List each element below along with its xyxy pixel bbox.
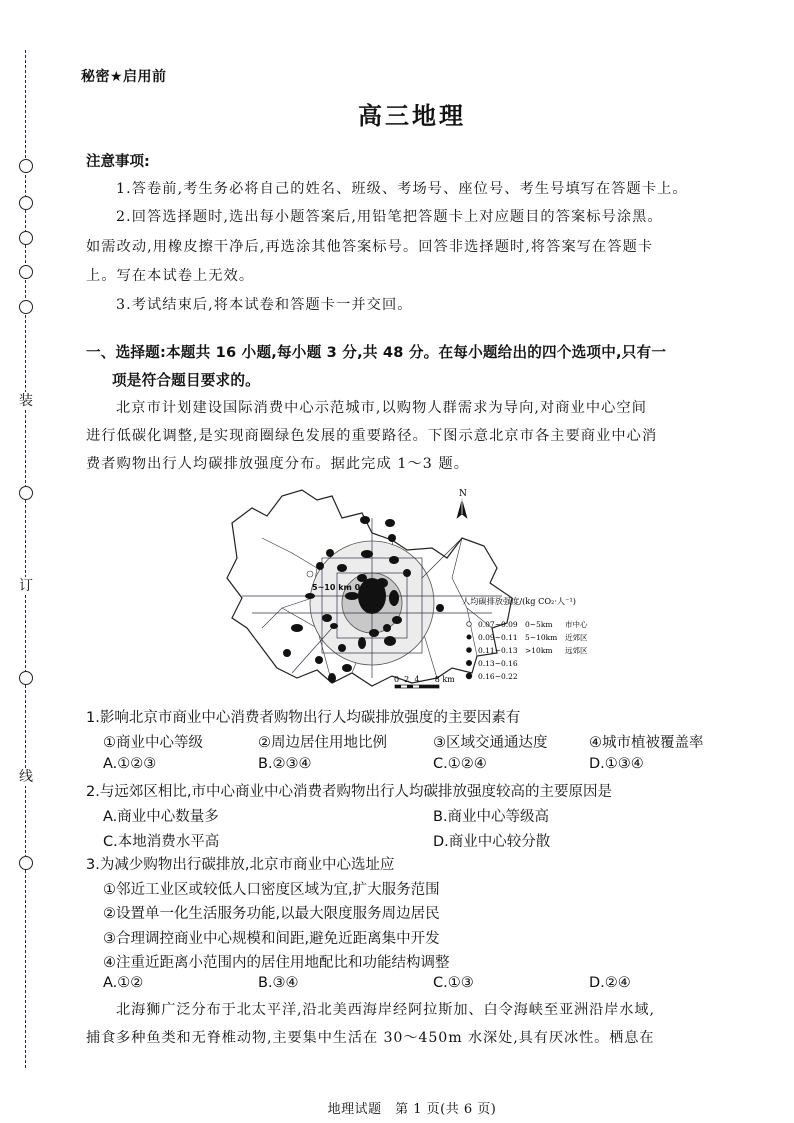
secret-mark: 秘密★启用前	[81, 69, 167, 85]
map-point-light	[307, 571, 313, 577]
map-point	[338, 644, 346, 652]
legend-class: 0.11~0.13	[478, 646, 518, 655]
page-footer: 地理试题 第 1 页(共 6 页)	[327, 1102, 497, 1117]
q1-option-c[interactable]: C.①②④	[433, 756, 487, 772]
legend-class: 0.16~0.22	[478, 672, 518, 681]
scale-bar	[394, 675, 455, 688]
passage2-line: 北海狮广泛分布于北太平洋,沿北美西海岸经阿拉斯加、白令海峡至亚洲沿岸水域,	[116, 1002, 655, 1018]
notice-item: 3.考试结束后,将本试卷和答题卡一并交回。	[116, 297, 413, 313]
map-point	[376, 578, 388, 588]
q3-statement: ②设置单一化生活服务功能,以最大限度服务周边居民	[103, 906, 440, 922]
q3-statement: ①邻近工业区或较低人口密度区域为宜,扩大服务范围	[103, 882, 440, 898]
page-title: 高三地理	[358, 102, 466, 130]
map-point	[328, 673, 336, 683]
legend-symbol	[466, 660, 472, 666]
passage2-line: 捕食多种鱼类和无脊椎动物,主要集中生活在 30～450m 水深处,具有厌冰性。栖息在	[86, 1030, 655, 1046]
legend-symbol	[467, 622, 472, 627]
map-point	[342, 664, 352, 672]
map-point	[330, 623, 338, 629]
q3-option-b[interactable]: B.③④	[258, 975, 299, 991]
map-point	[305, 593, 315, 599]
q3-option-c[interactable]: C.①③	[433, 975, 474, 991]
notice-item: 上。写在本试卷上无效。	[86, 268, 255, 284]
q3-statement: ③合理调控商业中心规模和间距,避免近距离集中开发	[103, 931, 440, 947]
map-point	[369, 629, 379, 637]
legend-title: 人均碳排放强度/(kg CO₂·人⁻¹)	[462, 596, 576, 606]
map-point	[384, 636, 396, 646]
legend-zone-name: 近郊区	[565, 633, 588, 642]
legend-zone-name: 远郊区	[565, 646, 588, 655]
question-2-stem: 2.与远郊区相比,市中心商业中心消费者购物出行人均碳排放强度较高的主要原因是	[86, 784, 612, 800]
legend-symbol	[466, 647, 472, 653]
map-point	[385, 519, 395, 527]
binding-hole-icon	[19, 856, 33, 870]
q1-statement: ③区域交通通达度	[433, 735, 548, 751]
carbon-emission-map	[222, 478, 612, 693]
map-point	[389, 590, 399, 606]
question-1-stem: 1.影响北京市商业中心消费者购物出行人均碳排放强度的主要因素有	[86, 710, 521, 726]
q1-option-a[interactable]: A.①②③	[103, 756, 157, 772]
legend-zone-name: 市中心	[565, 620, 588, 629]
notice-heading: 注意事项:	[86, 154, 150, 170]
question-3-stem: 3.为减少购物出行碳排放,北京市商业中心选址应	[86, 857, 395, 873]
map-point	[337, 564, 347, 572]
map-point	[361, 550, 373, 558]
map-point	[389, 556, 399, 564]
q1-option-d[interactable]: D.①③④	[589, 756, 644, 772]
map-point	[436, 604, 444, 612]
binding-hole-icon	[19, 265, 33, 279]
section-heading-cont: 项是符合题目要求的。	[112, 372, 260, 389]
svg-text:0 2 4 8 km: 0 2 4 8 km	[394, 675, 455, 684]
binding-hole-icon	[19, 196, 33, 210]
legend-zone-range: 0~5km	[525, 620, 553, 629]
map-point	[316, 562, 324, 570]
q1-option-b[interactable]: B.②③④	[258, 756, 312, 772]
map-point	[345, 592, 359, 600]
map-point	[358, 637, 366, 649]
map-point	[357, 574, 367, 582]
q3-option-a[interactable]: A.①②	[103, 975, 144, 991]
q1-statement: ②周边居住用地比例	[258, 735, 387, 751]
binding-label-ding: 订	[19, 578, 33, 594]
legend-symbol	[466, 673, 472, 679]
q2-option-a[interactable]: A.商业中心数量多	[103, 809, 219, 825]
binding-hole-icon	[19, 300, 33, 314]
legend-symbol	[467, 635, 472, 640]
map-point	[315, 656, 323, 664]
binding-hole-icon	[19, 671, 33, 685]
binding-hole-icon	[19, 486, 33, 500]
q3-statement: ④注重近距离小范围内的居住用地配比和功能结构调整	[103, 955, 450, 971]
binding-hole-icon	[19, 231, 33, 245]
notice-item: 2.回答选择题时,选出每小题答案后,用铅笔把答题卡上对应题目的答案标号涂黑。	[116, 209, 663, 225]
map-point	[383, 624, 391, 632]
section-heading: 一、选择题:本题共 16 小题,每小题 3 分,共 48 分。在每小题给出的四个选项中,只有一	[86, 344, 667, 361]
binding-label-xian: 线	[19, 769, 33, 785]
map-point	[283, 649, 291, 657]
notice-item: 如需改动,用橡皮擦干净后,再选涂其他答案标号。回答非选择题时,将答案写在答题卡	[86, 239, 654, 255]
svg-text:N: N	[459, 489, 467, 499]
q1-statement: ④城市植被覆盖率	[589, 735, 704, 751]
q2-option-d[interactable]: D.商业中心较分散	[433, 834, 551, 850]
ring-label: 5~10 km 0~5	[312, 583, 373, 592]
passage-line: 费者购物出行人均碳排放强度分布。据此完成 1～3 题。	[86, 456, 470, 472]
passage-line: 进行低碳化调整,是实现商圈绿色发展的重要路径。下图示意北京市各主要商业中心消	[86, 428, 658, 444]
q2-option-c[interactable]: C.本地消费水平高	[103, 834, 220, 850]
binding-hole-icon	[19, 159, 33, 173]
legend-class: 0.09~0.11	[478, 633, 518, 642]
notice-item: 1.答卷前,考生务必将自己的姓名、班级、考场号、座位号、考生号填写在答题卡上。	[116, 181, 688, 197]
q3-option-d[interactable]: D.②④	[589, 975, 631, 991]
map-point	[388, 534, 396, 542]
legend-zone-range: >10km	[525, 646, 553, 655]
north-arrow-icon	[457, 489, 467, 518]
map-point	[392, 616, 402, 624]
q1-statement: ①商业中心等级	[103, 735, 203, 751]
legend-class: 0.13~0.16	[478, 659, 518, 668]
map-point	[403, 569, 411, 577]
legend-class: 0.07~0.09	[478, 620, 518, 629]
map-point	[360, 516, 370, 524]
legend-zone-range: 5~10km	[525, 633, 558, 642]
q2-option-b[interactable]: B.商业中心等级高	[433, 809, 550, 825]
passage-line: 北京市计划建设国际消费中心示范城市,以购物人群需求为导向,对商业中心空间	[116, 400, 647, 416]
map-point	[291, 624, 303, 632]
map-point	[326, 549, 334, 557]
binding-label-zhuang: 装	[19, 393, 33, 409]
map-point	[322, 614, 332, 622]
